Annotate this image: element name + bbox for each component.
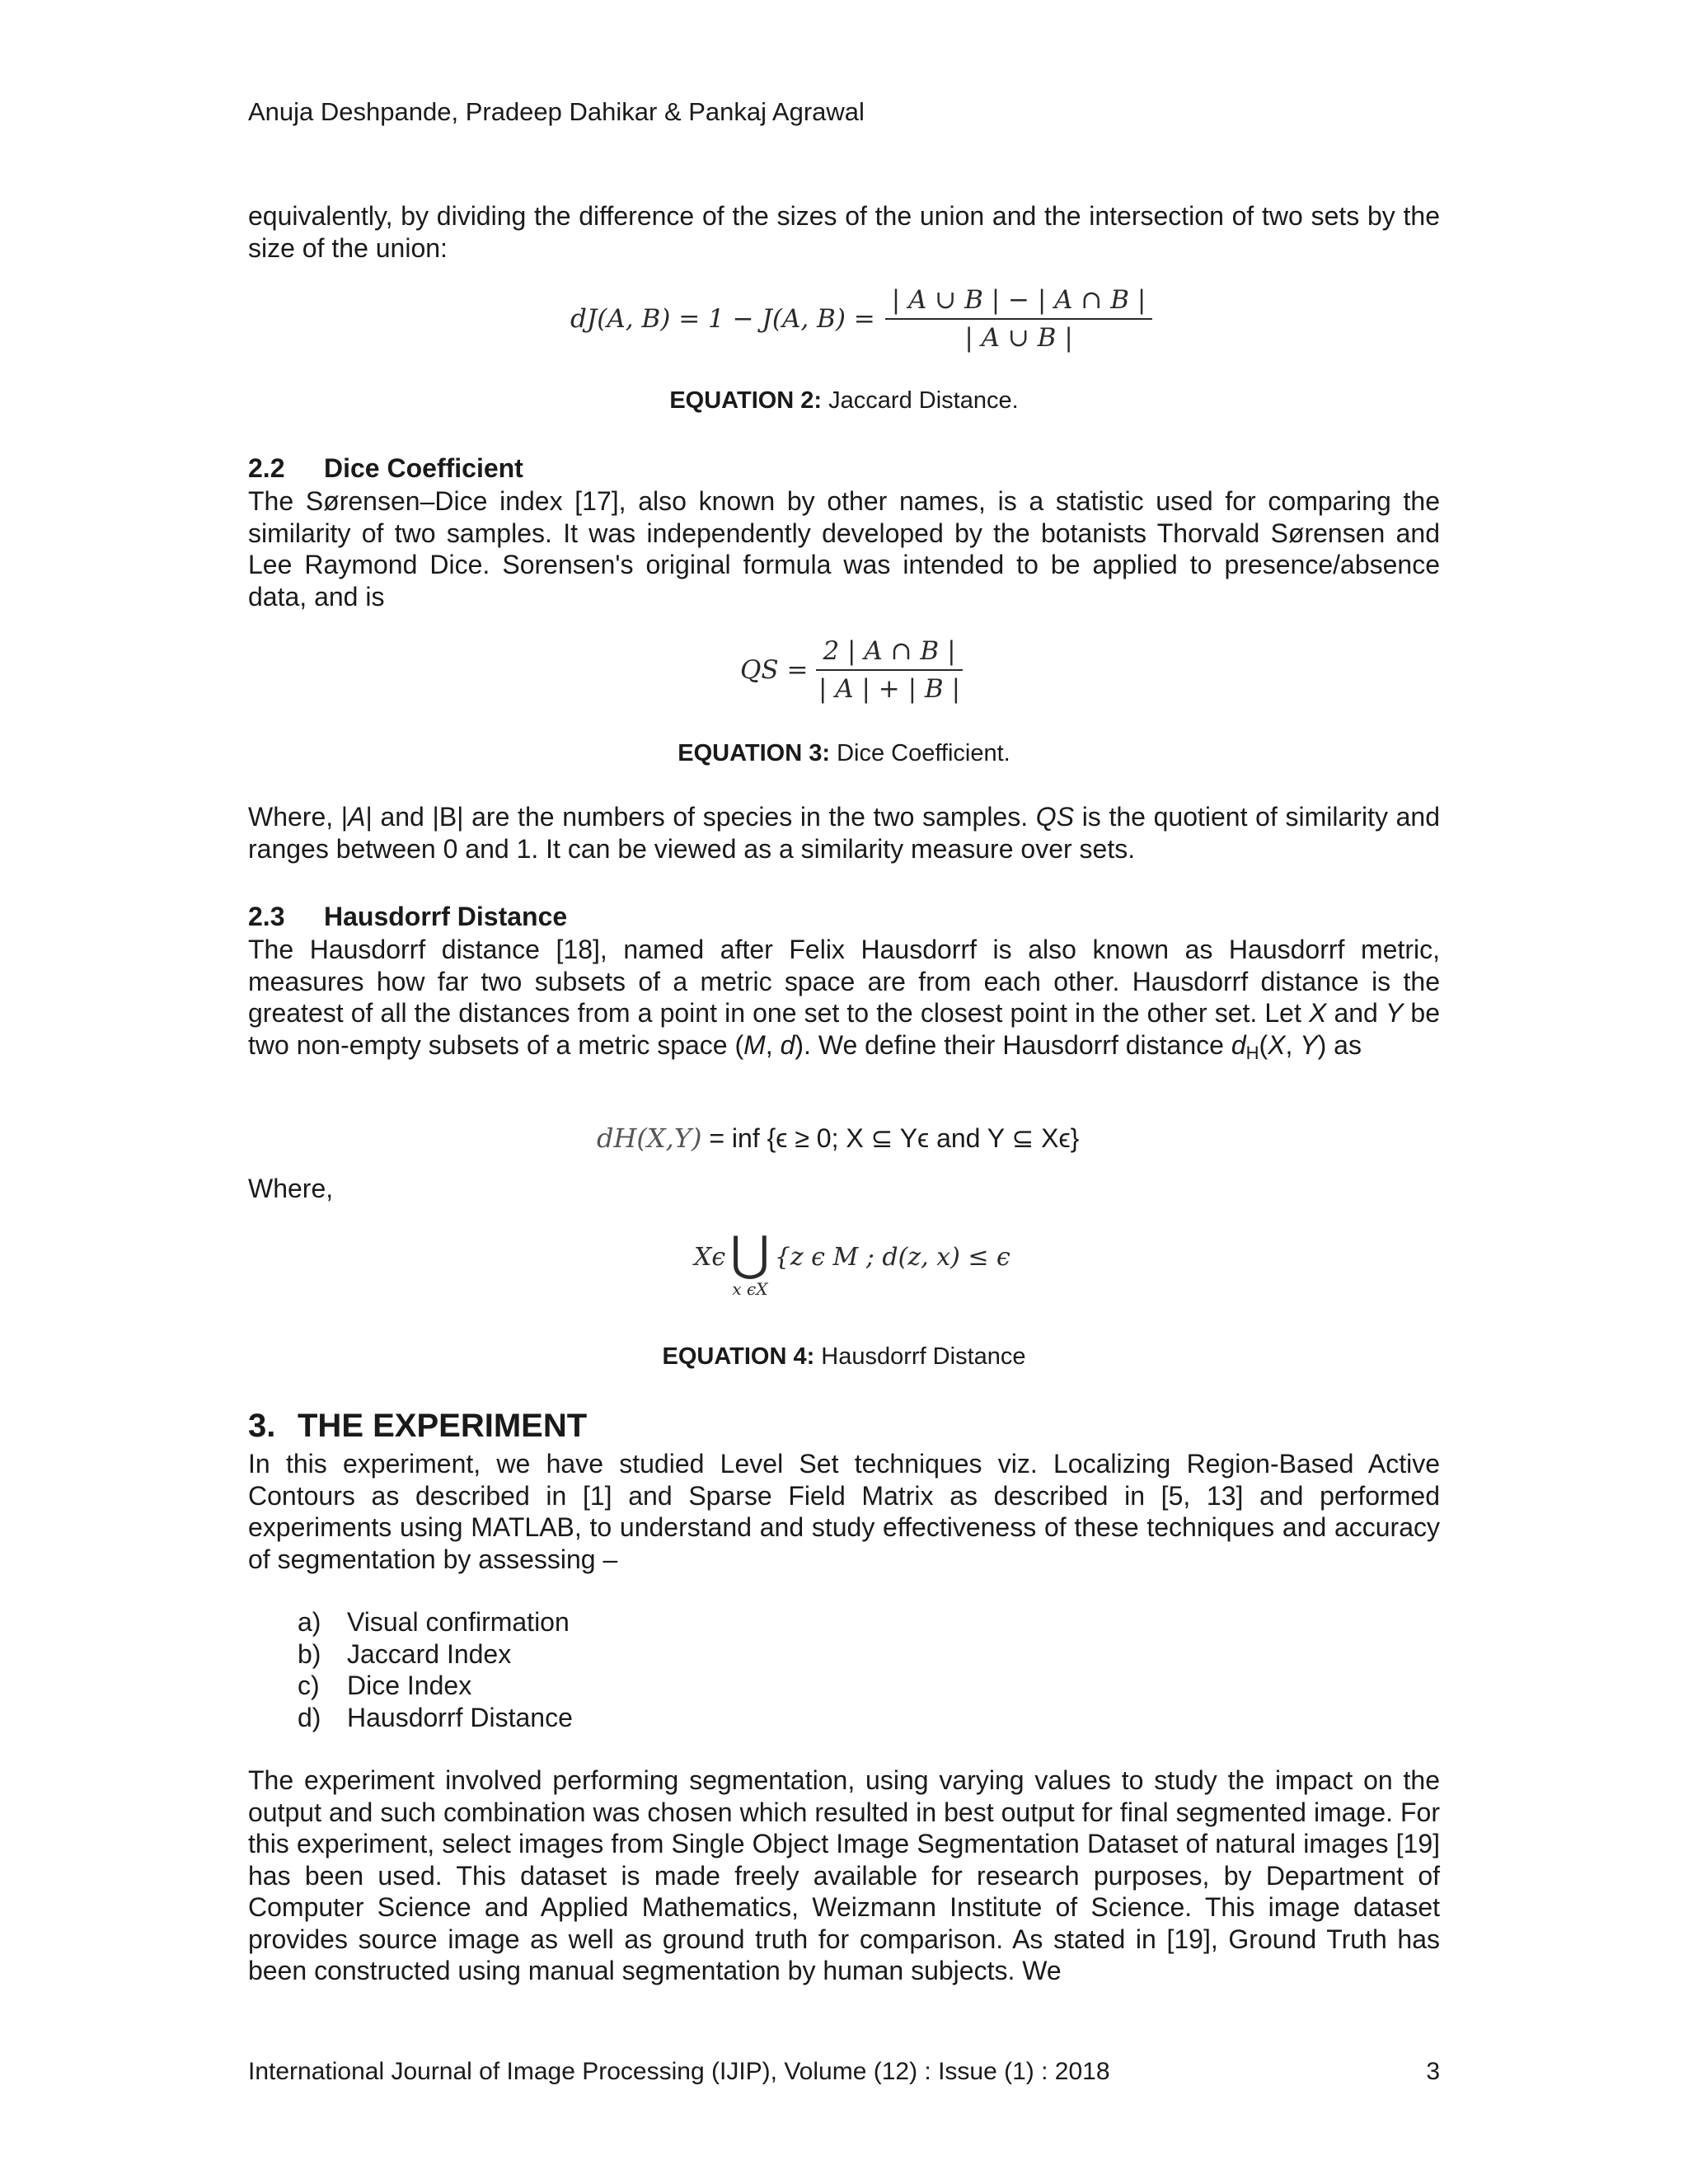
paragraph-experiment-details: The experiment involved performing segmentation, using varying values to study the impact on the output and such combination was chosen which resulted in best output for final segmented image. For this experiment, select images from Single Object Image Segmentation Dataset of natural images [19] has been used. This dataset is made freely available for research purposes, by Department of Computer Science and Applied Mathematics, Weizmann Institute of Science. This image dataset provides source image as well as ground truth for comparison. As stated in [19], Ground Truth has been constructed using manual segmentation by human subjects. We	[248, 1765, 1440, 1985]
paragraph-dice-coefficient: The Sørensen–Dice index [17], also known by other names, is a statistic used for comparing the similarity of two samples. It was independently developed by the botanists Thorvald Sørensen and Lee Raymond Dice. Sorensen's original formula was intended to be applied to presence/absence data, and is	[248, 486, 1440, 612]
equation-hausdorrf-line-2	[694, 1228, 1010, 1299]
equation-dice-coefficient	[740, 636, 963, 704]
text-run: ) as	[1317, 1029, 1362, 1060]
section-3-heading	[248, 1408, 587, 1445]
equation-3-fraction	[816, 636, 962, 704]
list-item-text: Visual confirmation	[347, 1607, 570, 1637]
text-run-italic: Y	[1385, 998, 1404, 1028]
union-index: x ϵX	[732, 1279, 768, 1299]
text-run: Where, |	[248, 802, 349, 832]
list-item-text: Dice Index	[347, 1671, 472, 1700]
page-number: 3	[1426, 2058, 1440, 2085]
text-run: ). We define their Hausdorrf distance	[795, 1029, 1231, 1060]
text-run: The Hausdorrf distance [18], named after Felix Hausdorrf is also known as Hausdorrf metric, measures how far two subsets of a metric space are from each other. Hausdorrf distance is the greatest of all the distances from a point in one set to the closest point in the other set. Let	[248, 935, 1440, 1028]
equation-3-numerator: 2 | A ∩ B |	[816, 636, 962, 671]
paragraph-dice-explanation	[248, 801, 1440, 865]
equation-2-numerator: | A ∪ B | − | A ∩ B |	[885, 285, 1153, 320]
text-run: be two non-empty subsets of a metric space (	[248, 998, 1441, 1060]
paragraph-jaccard-distance-intro: equivalently, by dividing the difference of the sizes of the union and the intersection of two sets by the size of the union:	[248, 201, 1440, 263]
list-item	[298, 1606, 573, 1638]
assessment-list	[298, 1606, 573, 1733]
equation-4-lhs: dH(X,Y)	[597, 1122, 702, 1154]
list-marker: d)	[298, 1702, 321, 1732]
union-symbol: ⋃	[730, 1226, 770, 1282]
equation-4-union	[730, 1228, 770, 1299]
list-marker: c)	[298, 1671, 320, 1700]
equation-3-denominator: | A | + | B |	[818, 674, 961, 704]
section-2-2-number: 2.2	[248, 453, 285, 483]
equation-2-caption-label: EQUATION 2:	[669, 387, 823, 414]
where-label: Where,	[248, 1174, 334, 1203]
equation-2-caption	[0, 387, 1688, 415]
equation-4-left: Xϵ	[694, 1243, 726, 1272]
section-2-2-title: Dice Coefficient	[324, 453, 523, 483]
text-run: ,	[1285, 1029, 1301, 1060]
text-run-italic: X	[1309, 998, 1327, 1028]
list-item-text: Jaccard Index	[347, 1638, 512, 1669]
text-run: ,	[765, 1029, 781, 1060]
paragraph-experiment-intro: In this experiment, we have studied Level Set techniques viz. Localizing Region-Based Active Contours as described in [1] and Sparse Field Matrix as described in [5, 13] and performed experiments using MATLAB, to understand and study effectiveness of these techniques and accuracy of segmentation by assessing –	[248, 1449, 1440, 1574]
text-run-italic: Y	[1300, 1029, 1318, 1060]
subscript: H	[1245, 1042, 1259, 1063]
text-run: | and |B| are the numbers of species in the two samples.	[365, 802, 1036, 832]
journal-footer: International Journal of Image Processing (IJIP), Volume (12) : Issue (1) : 2018	[248, 2058, 1110, 2085]
equation-2-denominator: | A ∪ B |	[964, 323, 1073, 353]
equation-3-caption	[0, 740, 1688, 767]
equation-4-rhs: = inf {ϵ ≥ 0; X ⊆ Yϵ and Y ⊆ Xϵ}	[701, 1123, 1080, 1153]
equation-3-lhs: QS =	[740, 655, 809, 685]
equation-2-lhs: dJ(A, B) = 1 − J(A, B) =	[570, 304, 875, 334]
equation-4-right: {z ϵ M ; d(z, x) ≤ ϵ	[774, 1243, 1010, 1272]
list-item-text: Hausdorrf Distance	[347, 1702, 573, 1732]
equation-3-caption-text: Dice Coefficient.	[830, 740, 1010, 766]
text-run: and	[1326, 998, 1386, 1028]
equation-3-caption-label: EQUATION 3:	[678, 740, 831, 766]
section-3-title: THE EXPERIMENT	[298, 1408, 588, 1444]
equation-2-fraction	[885, 285, 1153, 353]
list-item	[298, 1638, 573, 1671]
list-marker: a)	[298, 1607, 321, 1637]
equation-4-caption-text: Hausdorrf Distance	[814, 1343, 1026, 1370]
equation-jaccard-distance	[570, 285, 1152, 353]
text-run-italic: d	[1231, 1029, 1246, 1060]
section-2-3-title: Hausdorrf Distance	[324, 902, 568, 931]
text-run-italic: d	[780, 1029, 795, 1060]
paragraph-hausdorrf-distance	[248, 934, 1440, 1069]
equation-4-caption-label: EQUATION 4:	[662, 1343, 815, 1370]
equation-4-caption	[0, 1343, 1688, 1371]
equation-2-caption-text: Jaccard Distance.	[822, 387, 1019, 414]
section-2-2-heading	[248, 453, 523, 484]
text-run-italic: QS	[1035, 802, 1075, 832]
text-run-italic: A	[348, 802, 366, 832]
section-2-3-heading	[248, 902, 567, 932]
text-run: is the quotient of similarity and ranges between 0 and 1. It can be viewed as a similarity measure over sets.	[248, 802, 1441, 864]
section-2-3-number: 2.3	[248, 902, 285, 931]
running-header: Anuja Deshpande, Pradeep Dahikar & Pankaj Agrawal	[248, 97, 865, 126]
text-run-italic: X	[1268, 1029, 1286, 1060]
equation-hausdorrf-line-1	[597, 1122, 1079, 1154]
list-item	[298, 1702, 573, 1734]
section-3-number: 3.	[248, 1408, 276, 1444]
text-run-italic: M	[743, 1029, 766, 1060]
text-run: (	[1259, 1029, 1268, 1060]
list-marker: b)	[298, 1638, 321, 1669]
list-item	[298, 1670, 573, 1702]
